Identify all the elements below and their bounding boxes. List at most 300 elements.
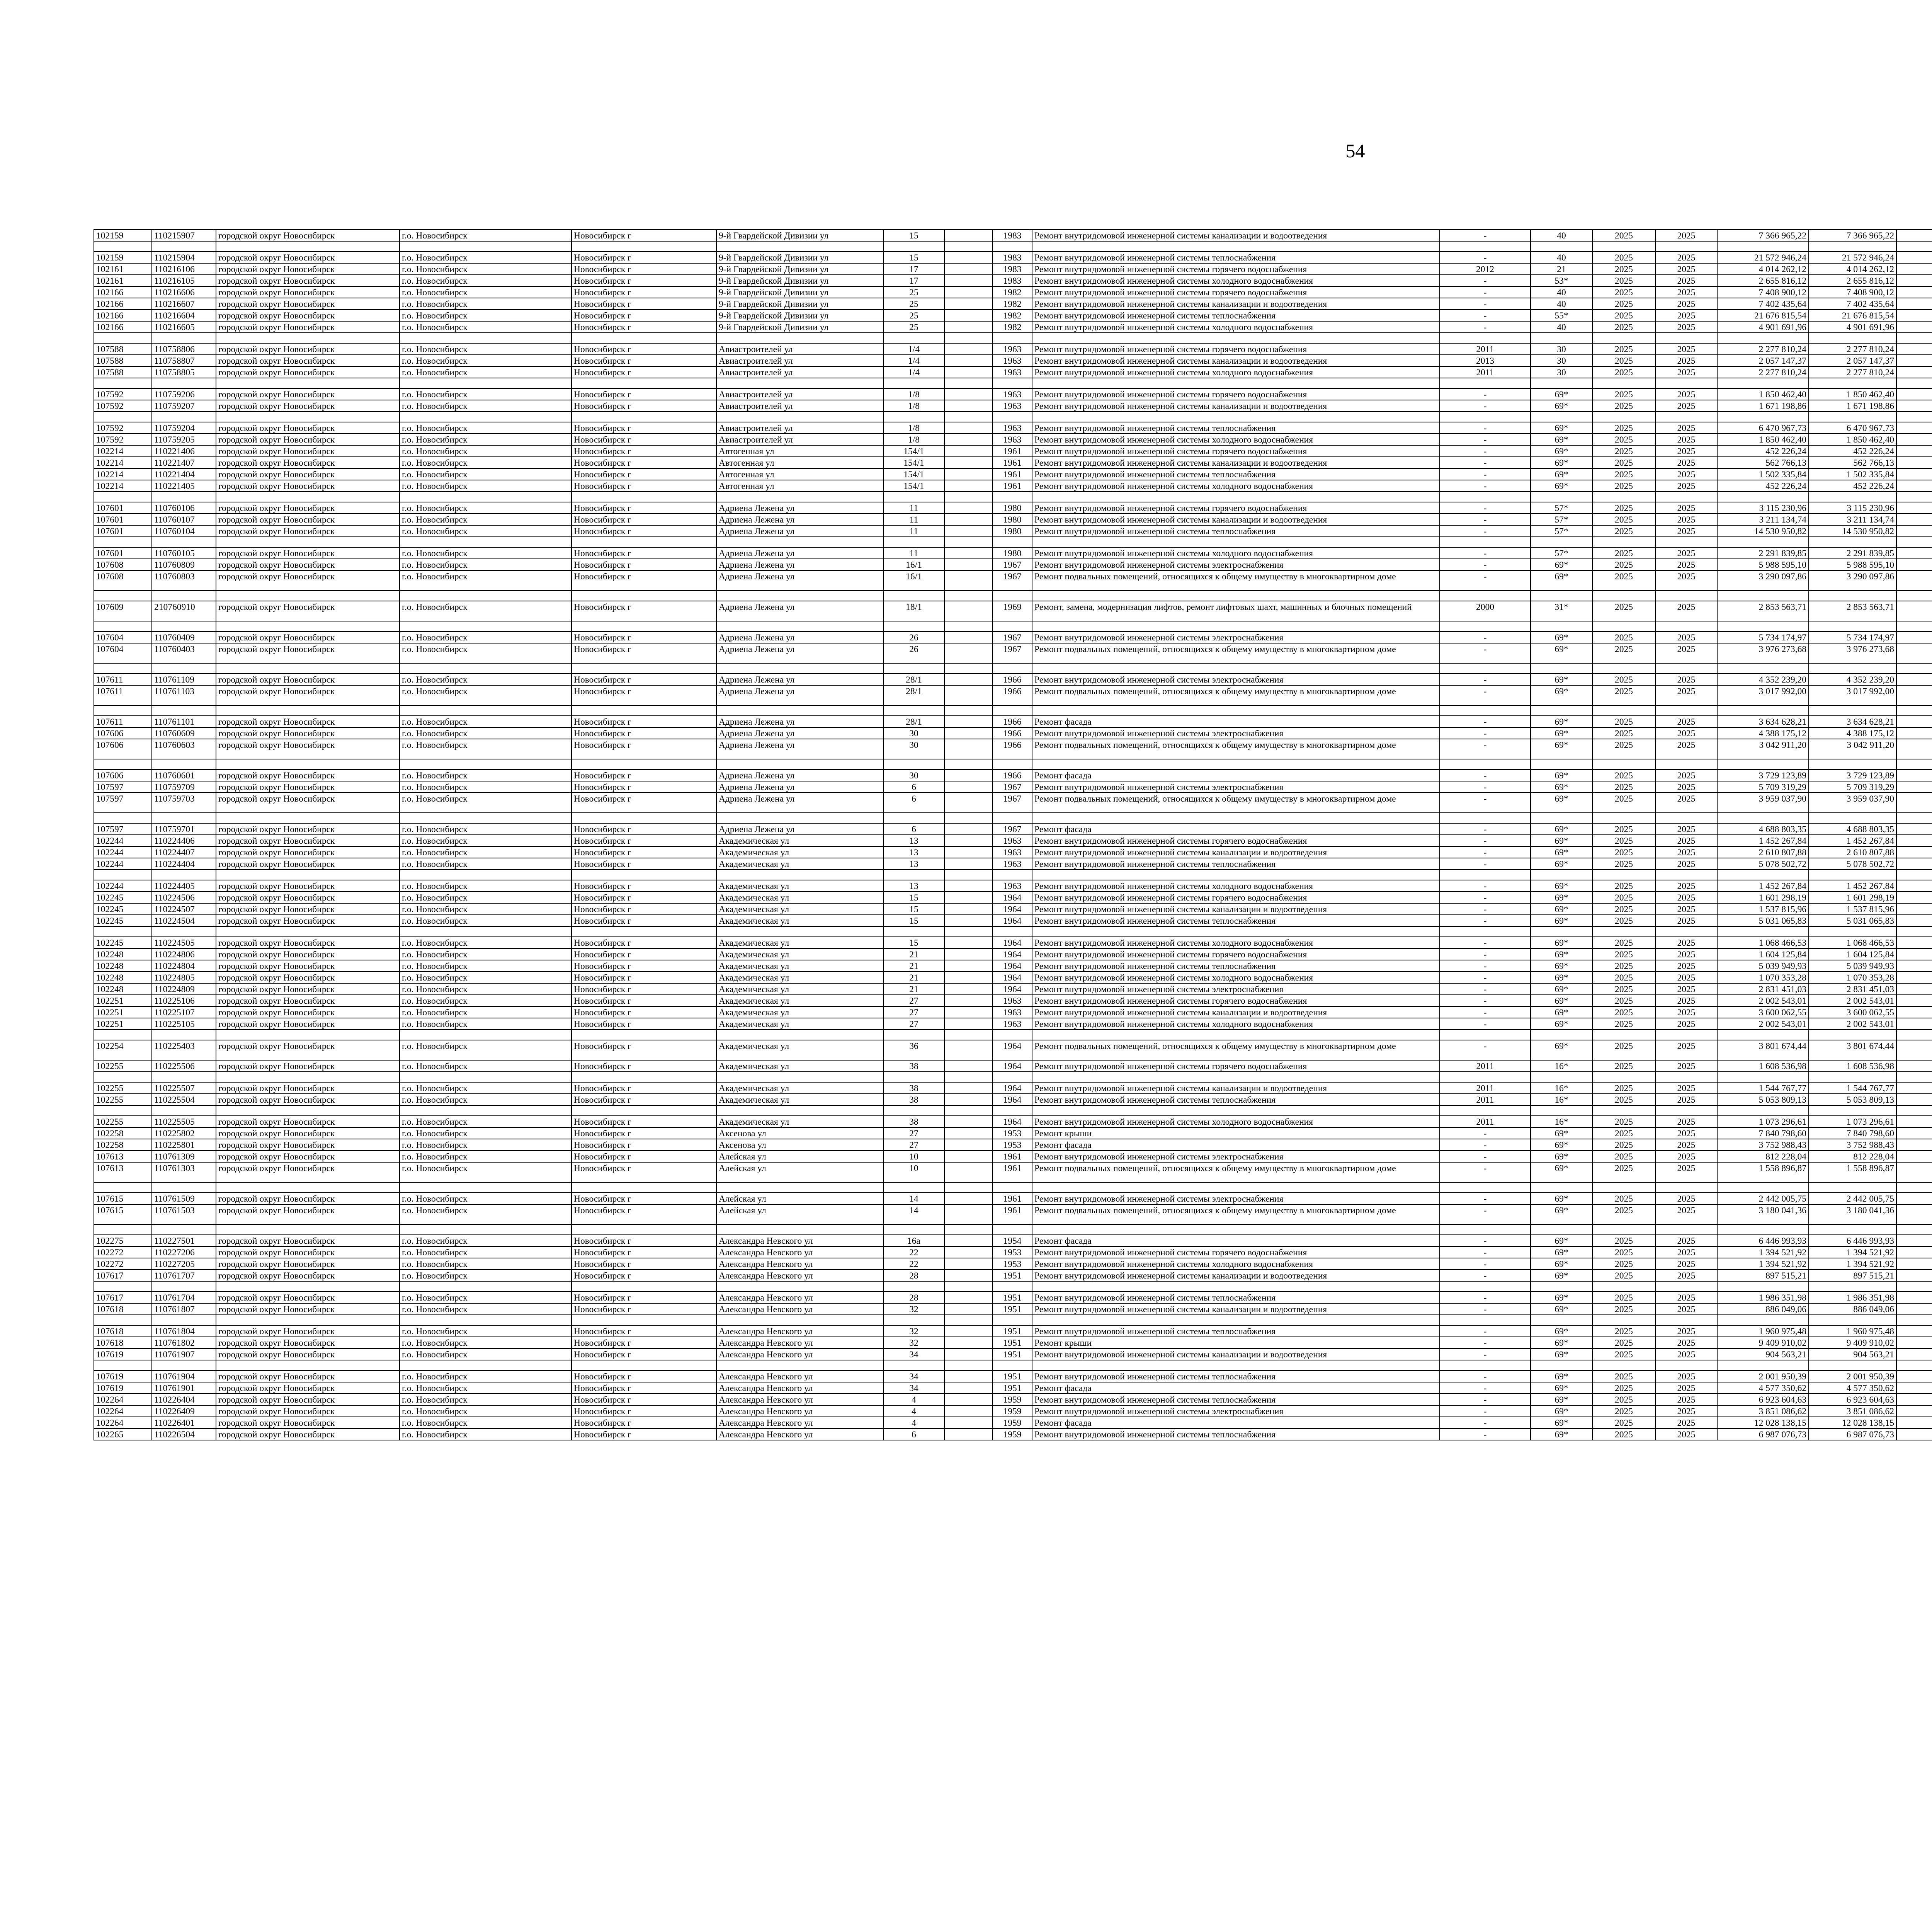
empty-cell [94, 333, 152, 343]
spacer-row [94, 537, 1932, 547]
cell-plan-year-start: 2025 [1592, 903, 1655, 915]
cell-wear-percent: 69* [1531, 727, 1592, 739]
cell-budget-federal [1896, 1382, 1932, 1394]
cell-municipality: городской округ Новосибирск [216, 1382, 400, 1394]
cell-building [944, 903, 993, 915]
empty-cell [400, 333, 571, 343]
cell-last-repair-year: - [1440, 1006, 1531, 1018]
cell-plan-year-start: 2025 [1592, 1060, 1655, 1072]
cell-locality-type: г.о. Новосибирск [400, 570, 571, 591]
empty-cell [152, 926, 216, 937]
cell-year-built: 1966 [993, 674, 1032, 685]
cell-house-number: 26 [883, 632, 944, 643]
cell-fund-cost: 3 290 097,86 [1809, 570, 1896, 591]
cell-total-cost: 3 959 037,90 [1717, 793, 1809, 813]
cell-total-cost: 2 291 839,85 [1717, 547, 1809, 559]
cell-total-cost: 1 394 521,92 [1717, 1246, 1809, 1258]
cell-street: Академическая ул [716, 1060, 883, 1072]
table-row [94, 880, 1932, 892]
cell-locality: Новосибирск г [571, 1270, 716, 1281]
cell-total-cost: 2 277 810,24 [1717, 366, 1809, 378]
cell-municipality: городской округ Новосибирск [216, 445, 400, 457]
empty-cell [1032, 759, 1440, 770]
cell-year-built: 1964 [993, 1060, 1032, 1072]
cell-street: Александра Невского ул [716, 1258, 883, 1270]
cell-house-number: 154/1 [883, 445, 944, 457]
cell-fund-cost: 1 070 353,28 [1809, 972, 1896, 983]
cell-house-number: 13 [883, 835, 944, 846]
cell-last-repair-year: - [1440, 559, 1531, 570]
empty-cell [571, 1224, 716, 1235]
cell-building [944, 892, 993, 903]
table-row [94, 960, 1932, 972]
empty-cell [883, 591, 944, 601]
empty-cell [216, 492, 400, 502]
cell-wear-percent: 69* [1531, 880, 1592, 892]
cell-total-cost: 1 070 353,28 [1717, 972, 1809, 983]
empty-cell [1896, 1105, 1932, 1116]
empty-cell [216, 241, 400, 252]
cell-fund-cost: 3 634 628,21 [1809, 716, 1896, 727]
cell-total-cost: 3 851 086,62 [1717, 1405, 1809, 1417]
empty-cell [716, 1182, 883, 1193]
cell-year-built: 1964 [993, 1094, 1032, 1105]
cell-wear-percent: 69* [1531, 1325, 1592, 1337]
cell-work-type: Ремонт подвальных помещений, относящихся к общему имуществу в многоквартирном доме [1032, 739, 1440, 759]
cell-locality-type: г.о. Новосибирск [400, 1162, 571, 1182]
empty-cell [1809, 537, 1896, 547]
cell-street: Алейская ул [716, 1162, 883, 1182]
empty-cell [993, 1360, 1032, 1371]
cell-total-cost: 4 688 803,35 [1717, 823, 1809, 835]
table-row [94, 1018, 1932, 1030]
cell-house-number: 13 [883, 880, 944, 892]
cell-municipality: городской округ Новосибирск [216, 422, 400, 434]
empty-cell [1531, 492, 1592, 502]
empty-cell [571, 492, 716, 502]
cell-house-number: 27 [883, 1127, 944, 1139]
cell-year-built: 1964 [993, 1040, 1032, 1060]
empty-cell [400, 1105, 571, 1116]
cell-budget-federal [1896, 1394, 1932, 1405]
cell-house-id: 102159 [94, 252, 152, 263]
cell-fund-cost: 904 563,21 [1809, 1348, 1896, 1360]
empty-cell [1717, 1224, 1809, 1235]
cell-fund-cost: 3 042 911,20 [1809, 739, 1896, 759]
cell-locality: Новосибирск г [571, 547, 716, 559]
cell-budget-federal [1896, 525, 1932, 537]
empty-cell [1717, 333, 1809, 343]
cell-plan-year-start: 2025 [1592, 1394, 1655, 1405]
empty-cell [944, 813, 993, 823]
empty-cell [400, 1072, 571, 1082]
cell-plan-year-end: 2025 [1655, 286, 1717, 298]
spacer-row [94, 241, 1932, 252]
empty-cell [944, 663, 993, 674]
cell-locality-type: г.о. Новосибирск [400, 1204, 571, 1224]
cell-work-id: 110224407 [152, 846, 216, 858]
cell-building [944, 1382, 993, 1394]
cell-plan-year-start: 2025 [1592, 468, 1655, 480]
cell-total-cost: 2 277 810,24 [1717, 343, 1809, 355]
cell-work-type: Ремонт внутридомовой инженерной системы теплоснабжения [1032, 1325, 1440, 1337]
cell-fund-cost: 4 352 239,20 [1809, 674, 1896, 685]
cell-total-cost: 6 470 967,73 [1717, 422, 1809, 434]
cell-street: Адриена Лежена ул [716, 823, 883, 835]
cell-wear-percent: 53* [1531, 275, 1592, 286]
cell-plan-year-end: 2025 [1655, 903, 1717, 915]
cell-last-repair-year: - [1440, 727, 1531, 739]
cell-work-id: 110224506 [152, 892, 216, 903]
spacer-row [94, 378, 1932, 388]
cell-budget-federal [1896, 1337, 1932, 1348]
cell-house-number: 28/1 [883, 716, 944, 727]
cell-locality: Новосибирск г [571, 727, 716, 739]
cell-building [944, 880, 993, 892]
cell-work-id: 110761509 [152, 1193, 216, 1204]
cell-last-repair-year: - [1440, 1382, 1531, 1394]
cell-fund-cost: 3 180 041,36 [1809, 1204, 1896, 1224]
cell-locality-type: г.о. Новосибирск [400, 716, 571, 727]
cell-building [944, 298, 993, 310]
cell-locality-type: г.о. Новосибирск [400, 937, 571, 948]
cell-house-number: 16/1 [883, 570, 944, 591]
empty-cell [94, 663, 152, 674]
cell-locality: Новосибирск г [571, 230, 716, 241]
cell-municipality: городской округ Новосибирск [216, 632, 400, 643]
cell-street: Академическая ул [716, 995, 883, 1006]
cell-building [944, 547, 993, 559]
cell-plan-year-end: 2025 [1655, 983, 1717, 995]
cell-street: Академическая ул [716, 937, 883, 948]
cell-locality-type: г.о. Новосибирск [400, 1082, 571, 1094]
cell-year-built: 1953 [993, 1246, 1032, 1258]
cell-plan-year-start: 2025 [1592, 1018, 1655, 1030]
cell-fund-cost: 7 366 965,22 [1809, 230, 1896, 241]
cell-house-number: 36 [883, 1040, 944, 1060]
cell-house-number: 16а [883, 1235, 944, 1246]
cell-fund-cost: 5 053 809,13 [1809, 1094, 1896, 1105]
cell-municipality: городской округ Новосибирск [216, 388, 400, 400]
cell-plan-year-start: 2025 [1592, 1235, 1655, 1246]
empty-cell [1032, 813, 1440, 823]
cell-work-id: 110224404 [152, 858, 216, 870]
empty-cell [993, 378, 1032, 388]
cell-wear-percent: 57* [1531, 547, 1592, 559]
cell-fund-cost: 9 409 910,02 [1809, 1337, 1896, 1348]
table-row [94, 298, 1932, 310]
cell-locality: Новосибирск г [571, 434, 716, 445]
cell-last-repair-year: - [1440, 995, 1531, 1006]
cell-municipality: городской округ Новосибирск [216, 770, 400, 781]
cell-plan-year-start: 2025 [1592, 434, 1655, 445]
cell-work-id: 110761804 [152, 1325, 216, 1337]
spacer-row [94, 705, 1932, 716]
cell-plan-year-end: 2025 [1655, 1394, 1717, 1405]
empty-cell [716, 621, 883, 632]
cell-municipality: городской округ Новосибирск [216, 1428, 400, 1440]
cell-street: 9-й Гвардейской Дивизии ул [716, 298, 883, 310]
cell-plan-year-start: 2025 [1592, 983, 1655, 995]
cell-locality: Новосибирск г [571, 781, 716, 793]
cell-municipality: городской округ Новосибирск [216, 948, 400, 960]
table-row [94, 823, 1932, 835]
cell-street: Академическая ул [716, 846, 883, 858]
empty-cell [1032, 1182, 1440, 1193]
cell-year-built: 1980 [993, 525, 1032, 537]
cell-locality: Новосибирск г [571, 1151, 716, 1162]
cell-locality-type: г.о. Новосибирск [400, 1116, 571, 1127]
empty-cell [94, 621, 152, 632]
cell-year-built: 1953 [993, 1258, 1032, 1270]
cell-street: Академическая ул [716, 948, 883, 960]
cell-house-number: 154/1 [883, 457, 944, 468]
cell-street: 9-й Гвардейской Дивизии ул [716, 263, 883, 275]
cell-last-repair-year: - [1440, 434, 1531, 445]
cell-locality: Новосибирск г [571, 983, 716, 995]
empty-cell [152, 1072, 216, 1082]
cell-locality-type: г.о. Новосибирск [400, 502, 571, 514]
cell-house-id: 102255 [94, 1060, 152, 1072]
cell-locality: Новосибирск г [571, 1127, 716, 1139]
empty-cell [152, 492, 216, 502]
cell-last-repair-year: - [1440, 948, 1531, 960]
empty-cell [571, 1360, 716, 1371]
empty-cell [1896, 870, 1932, 880]
cell-year-built: 1953 [993, 1139, 1032, 1151]
empty-cell [883, 705, 944, 716]
cell-budget-federal [1896, 570, 1932, 591]
cell-wear-percent: 69* [1531, 632, 1592, 643]
cell-total-cost: 3 752 988,43 [1717, 1139, 1809, 1151]
empty-cell [1440, 621, 1531, 632]
empty-cell [216, 333, 400, 343]
cell-plan-year-end: 2025 [1655, 1405, 1717, 1417]
cell-plan-year-end: 2025 [1655, 310, 1717, 321]
empty-cell [1809, 241, 1896, 252]
empty-cell [1809, 492, 1896, 502]
cell-total-cost: 1 850 462,40 [1717, 388, 1809, 400]
cell-house-number: 17 [883, 275, 944, 286]
cell-plan-year-end: 2025 [1655, 1325, 1717, 1337]
cell-last-repair-year: - [1440, 858, 1531, 870]
cell-budget-federal [1896, 643, 1932, 663]
cell-plan-year-start: 2025 [1592, 1303, 1655, 1315]
cell-work-id: 110761807 [152, 1303, 216, 1315]
cell-fund-cost: 6 923 604,63 [1809, 1394, 1896, 1405]
empty-cell [400, 378, 571, 388]
cell-total-cost: 1 452 267,84 [1717, 880, 1809, 892]
cell-total-cost: 5 039 949,93 [1717, 960, 1809, 972]
cell-plan-year-end: 2025 [1655, 355, 1717, 366]
empty-cell [152, 1105, 216, 1116]
cell-municipality: городской округ Новосибирск [216, 1151, 400, 1162]
empty-cell [1655, 813, 1717, 823]
cell-last-repair-year: - [1440, 1162, 1531, 1182]
cell-locality: Новосибирск г [571, 343, 716, 355]
empty-cell [1809, 621, 1896, 632]
cell-work-id: 110226404 [152, 1394, 216, 1405]
empty-cell [883, 1030, 944, 1040]
cell-house-number: 11 [883, 547, 944, 559]
cell-wear-percent: 69* [1531, 1348, 1592, 1360]
cell-wear-percent: 69* [1531, 1371, 1592, 1382]
empty-cell [1032, 241, 1440, 252]
cell-building [944, 770, 993, 781]
cell-locality-type: г.о. Новосибирск [400, 1139, 571, 1151]
cell-locality-type: г.о. Новосибирск [400, 727, 571, 739]
cell-locality-type: г.о. Новосибирск [400, 880, 571, 892]
cell-year-built: 1982 [993, 321, 1032, 333]
cell-municipality: городской округ Новосибирск [216, 793, 400, 813]
cell-wear-percent: 69* [1531, 1006, 1592, 1018]
cell-last-repair-year: - [1440, 903, 1531, 915]
cell-fund-cost: 452 226,24 [1809, 480, 1896, 492]
cell-work-id: 110225504 [152, 1094, 216, 1105]
cell-house-id: 107615 [94, 1193, 152, 1204]
cell-building [944, 632, 993, 643]
empty-cell [216, 1030, 400, 1040]
cell-house-id: 107609 [94, 601, 152, 621]
cell-wear-percent: 57* [1531, 502, 1592, 514]
cell-building [944, 525, 993, 537]
empty-cell [1531, 813, 1592, 823]
cell-house-id: 102166 [94, 310, 152, 321]
empty-cell [883, 378, 944, 388]
cell-fund-cost: 1 601 298,19 [1809, 892, 1896, 903]
spacer-row [94, 759, 1932, 770]
empty-cell [1032, 663, 1440, 674]
empty-cell [1531, 759, 1592, 770]
cell-work-type: Ремонт внутридомовой инженерной системы теплоснабжения [1032, 1394, 1440, 1405]
cell-plan-year-start: 2025 [1592, 559, 1655, 570]
cell-total-cost: 3 211 134,74 [1717, 514, 1809, 525]
cell-building [944, 1204, 993, 1224]
cell-work-type: Ремонт внутридомовой инженерной системы горячего водоснабжения [1032, 835, 1440, 846]
cell-building [944, 674, 993, 685]
cell-locality: Новосибирск г [571, 388, 716, 400]
cell-locality-type: г.о. Новосибирск [400, 355, 571, 366]
empty-cell [216, 378, 400, 388]
cell-work-type: Ремонт крыши [1032, 1127, 1440, 1139]
cell-locality-type: г.о. Новосибирск [400, 310, 571, 321]
cell-street: Александра Невского ул [716, 1382, 883, 1394]
cell-last-repair-year: 2011 [1440, 1116, 1531, 1127]
cell-municipality: городской округ Новосибирск [216, 559, 400, 570]
empty-cell [152, 333, 216, 343]
empty-cell [152, 1030, 216, 1040]
empty-cell [993, 1281, 1032, 1292]
cell-year-built: 1963 [993, 1018, 1032, 1030]
empty-cell [1896, 1030, 1932, 1040]
cell-locality-type: г.о. Новосибирск [400, 457, 571, 468]
empty-cell [993, 333, 1032, 343]
cell-house-id: 102248 [94, 972, 152, 983]
cell-municipality: городской округ Новосибирск [216, 1292, 400, 1303]
cell-work-type: Ремонт внутридомовой инженерной системы теплоснабжения [1032, 915, 1440, 926]
cell-locality-type: г.о. Новосибирск [400, 388, 571, 400]
cell-street: Аксенова ул [716, 1127, 883, 1139]
cell-work-type: Ремонт внутридомовой инженерной системы канализации и водоотведения [1032, 457, 1440, 468]
empty-cell [1440, 1105, 1531, 1116]
empty-cell [1440, 759, 1531, 770]
cell-locality: Новосибирск г [571, 846, 716, 858]
cell-wear-percent: 69* [1531, 1235, 1592, 1246]
cell-fund-cost: 1 604 125,84 [1809, 948, 1896, 960]
cell-total-cost: 4 388 175,12 [1717, 727, 1809, 739]
empty-cell [1592, 1182, 1655, 1193]
cell-last-repair-year: - [1440, 275, 1531, 286]
cell-work-id: 110216605 [152, 321, 216, 333]
cell-work-type: Ремонт внутридомовой инженерной системы канализации и водоотведения [1032, 298, 1440, 310]
table-row [94, 468, 1932, 480]
cell-last-repair-year: - [1440, 770, 1531, 781]
cell-budget-federal [1896, 230, 1932, 241]
cell-street: Академическая ул [716, 1116, 883, 1127]
empty-cell [716, 333, 883, 343]
cell-municipality: городской округ Новосибирск [216, 525, 400, 537]
cell-building [944, 1303, 993, 1315]
cell-work-id: 110225403 [152, 1040, 216, 1060]
cell-house-id: 102254 [94, 1040, 152, 1060]
cell-year-built: 1964 [993, 915, 1032, 926]
empty-cell [993, 926, 1032, 937]
cell-municipality: городской округ Новосибирск [216, 570, 400, 591]
cell-house-id: 107611 [94, 716, 152, 727]
cell-building [944, 355, 993, 366]
cell-plan-year-end: 2025 [1655, 1258, 1717, 1270]
cell-street: Академическая ул [716, 903, 883, 915]
cell-building [944, 263, 993, 275]
cell-work-id: 110224806 [152, 948, 216, 960]
cell-plan-year-start: 2025 [1592, 770, 1655, 781]
cell-work-id: 110216607 [152, 298, 216, 310]
cell-budget-federal [1896, 480, 1932, 492]
cell-municipality: городской округ Новосибирск [216, 915, 400, 926]
empty-cell [400, 1281, 571, 1292]
cell-street: 9-й Гвардейской Дивизии ул [716, 230, 883, 241]
cell-last-repair-year: - [1440, 422, 1531, 434]
cell-budget-federal [1896, 298, 1932, 310]
cell-plan-year-end: 2025 [1655, 1417, 1717, 1428]
empty-cell [883, 1281, 944, 1292]
cell-house-number: 34 [883, 1382, 944, 1394]
empty-cell [152, 412, 216, 422]
cell-locality: Новосибирск г [571, 1325, 716, 1337]
cell-wear-percent: 69* [1531, 983, 1592, 995]
cell-work-type: Ремонт внутридомовой инженерной системы холодного водоснабжения [1032, 880, 1440, 892]
cell-fund-cost: 7 408 900,12 [1809, 286, 1896, 298]
cell-house-number: 1/8 [883, 388, 944, 400]
cell-plan-year-end: 2025 [1655, 1094, 1717, 1105]
cell-work-id: 110225507 [152, 1082, 216, 1094]
empty-cell [944, 1360, 993, 1371]
cell-house-id: 102166 [94, 321, 152, 333]
cell-wear-percent: 69* [1531, 570, 1592, 591]
cell-work-id: 110759204 [152, 422, 216, 434]
cell-total-cost: 1 394 521,92 [1717, 1258, 1809, 1270]
table-row [94, 1258, 1932, 1270]
cell-last-repair-year: - [1440, 1246, 1531, 1258]
cell-fund-cost: 5 078 502,72 [1809, 858, 1896, 870]
cell-work-id: 110761802 [152, 1337, 216, 1348]
spacer-row [94, 412, 1932, 422]
cell-total-cost: 2 002 543,01 [1717, 1018, 1809, 1030]
cell-building [944, 434, 993, 445]
cell-budget-federal [1896, 739, 1932, 759]
cell-plan-year-end: 2025 [1655, 781, 1717, 793]
empty-cell [1032, 705, 1440, 716]
